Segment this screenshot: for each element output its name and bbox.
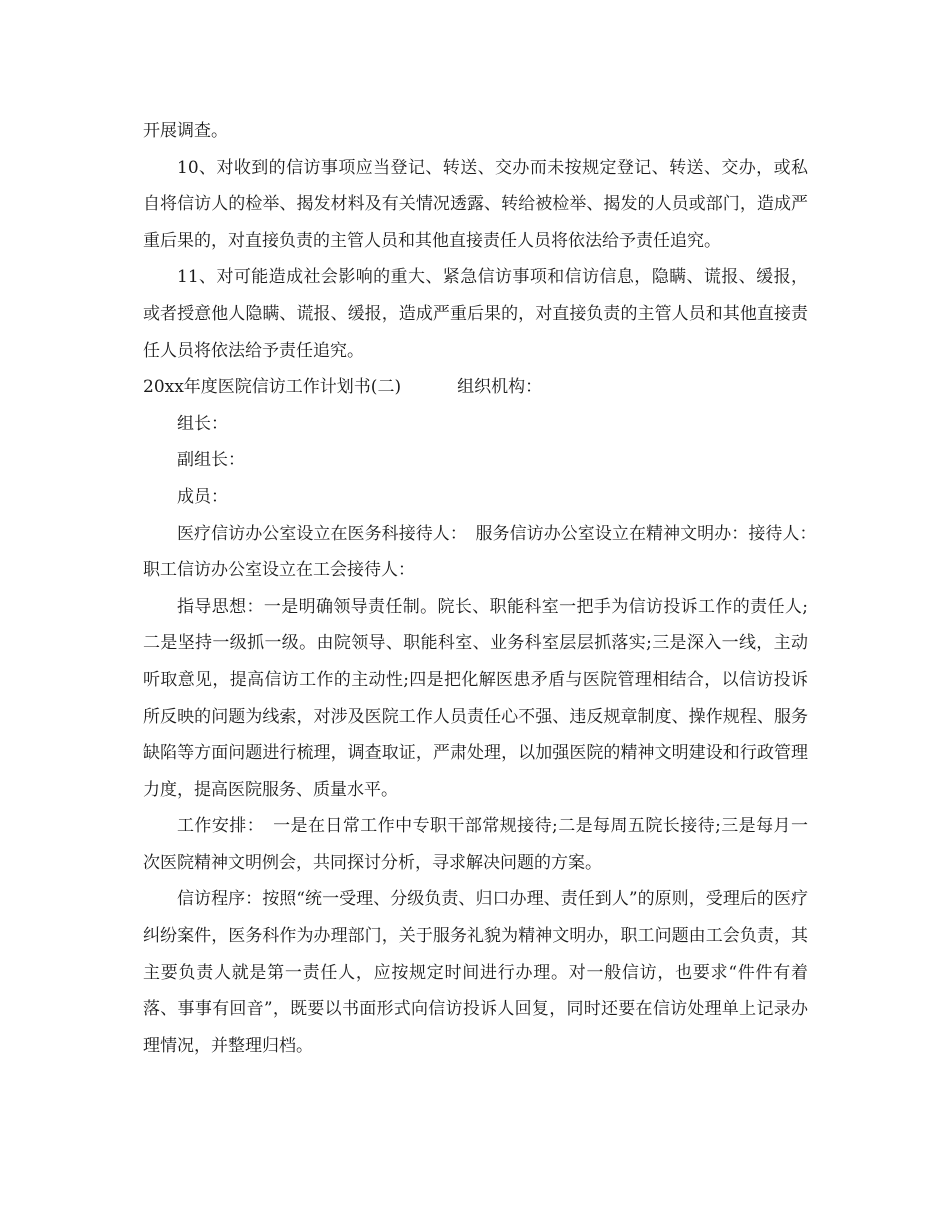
- role-deputy-leader: 副组长：: [177, 450, 245, 471]
- paragraph-item-11: 11、对可能造成社会影响的重大、紧急信访事项和信访信息，隐瞒、谎报、缓报，或者授意他人隐瞒、谎报、缓报，造成严重后果的，对直接负责的主管人员和其他直接责任人员将依法给予责任追究。: [143, 267, 808, 361]
- plan-heading-line: [143, 369, 808, 406]
- plan-title: 20xx年度医院信访工作计划书(二): [143, 377, 402, 398]
- paragraph-item-10: 10、对收到的信访事项应当登记、转送、交办而未按规定登记、转送、交办，或私自将信访人的检举、揭发材料及有关情况透露、转给被检举、揭发的人员或部门，造成严重后果的，对直接负责的主管人员和其他直接责任人员将依法给予责任追究。: [143, 157, 808, 251]
- paragraph-guiding-thought: 指导思想：一是明确领导责任制。院长、职能科室一把手为信访投诉工作的责任人;二是坚持一级抓一级。由院领导、职能科室、业务科室层层抓落实;三是深入一线，主动听取意见，提高信访工作的主动性;四是把化解医患矛盾与医院管理相结合，以信访投诉所反映的问题为线索，对涉及医院工作人员责任心不强、违反规章制度、操作规程、服务缺陷等方面问题进行梳理，调查取证，严肃处理，以加强医院的精神文明建设和行政管理力度，提高医院服务、质量水平。: [143, 596, 808, 800]
- paragraph-work-arrangement: 工作安排： 一是在日常工作中专职干部常规接待;二是每周五院长接待;三是每月一次医院精神文明例会，共同探讨分析，寻求解决问题的方案。: [143, 816, 808, 873]
- paragraph-investigation: 开展调查。: [143, 121, 228, 141]
- paragraph-petition-procedure: 信访程序：按照“统一受理、分级负责、归口办理、责任到人”的原则，受理后的医疗纠纷案件，医务科作为办理部门，关于服务礼貌为精神文明办，职工问题由工会负责，其主要负责人就是第一责任人，应按规定时间进行办理。对一般信访，也要求“件件有着落、事事有回音”，既要以书面形式向信访投诉人回复，同时还要在信访处理单上记录办理情况，并整理归档。: [143, 889, 808, 1056]
- role-leader: 组长：: [177, 413, 228, 434]
- role-members: 成员：: [177, 486, 228, 507]
- document-body: [143, 113, 825, 1064]
- paragraph-reception-offices: 医疗信访办公室设立在医务科接待人： 服务信访办公室设立在精神文明办：接待人： 职工信访办公室设立在工会接待人：: [143, 523, 825, 581]
- org-structure-label: 组织机构：: [457, 377, 543, 398]
